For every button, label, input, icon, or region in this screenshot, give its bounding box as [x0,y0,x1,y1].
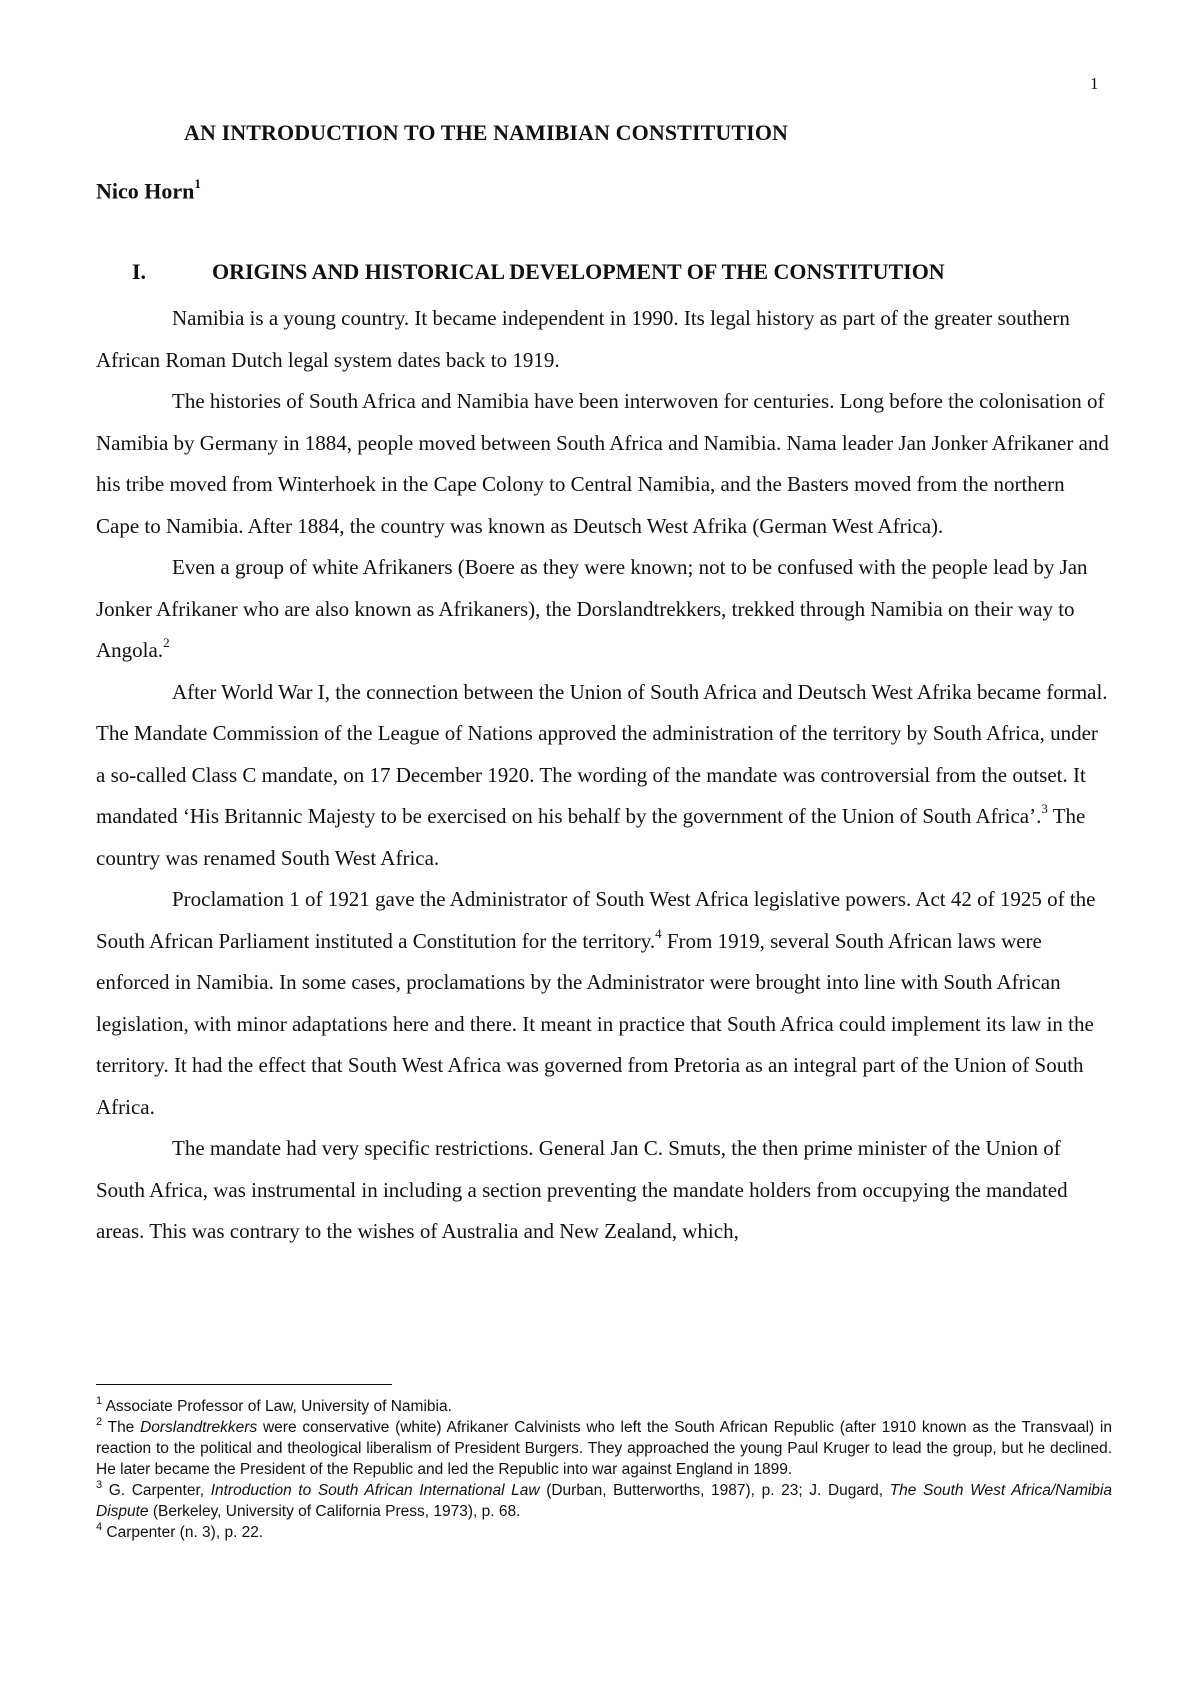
section-number: I. [132,259,147,284]
footnote-separator [96,1384,392,1385]
document-title: AN INTRODUCTION TO THE NAMIBIAN CONSTITUTION [184,120,789,145]
footnote-3-post: (Berkeley, University of California Press, 1973), p. 68. [148,1503,521,1520]
paragraph-2: The histories of South Africa and Namibia have been interwoven for centuries. Long before the colonisation of Namibia by Germany in 1884, people moved between South Africa and Namibia. Nama leader Jan Jonker Afrikaner and his tribe moved from Winterhoek in the Cape Colony to Central Namibia, and the Basters moved from the northern Cape to Namibia. After 1884, the country was known as Deutsch West Afrika (German West Africa). [96,389,1109,538]
paragraph-5-text-a: Proclamation 1 of 1921 gave the Administrator of South West Africa legislative powers. Act 42 of 1925 of the South African Parliament instituted a Constitution for the territory. [96,887,1096,953]
paragraph-1: Namibia is a young country. It became independent in 1990. Its legal history as part of the greater southern African Roman Dutch legal system dates back to 1919. [96,306,1070,372]
footnote-ref-4[interactable]: 4 [655,925,662,941]
footnote-ref-3[interactable]: 3 [1041,801,1048,816]
footnote-4-mark: 4 [96,1520,103,1533]
paragraph-3 [96,547,1112,672]
footnote-4-text: Carpenter (n. 3), p. 22. [102,1524,264,1541]
section-heading [132,259,945,285]
footnote-3-mid: (Durban, Butterworths, 1987), p. 23; J. Dugard, [539,1482,890,1499]
paragraph-5 [96,879,1112,1128]
footnote-3-italic-2: The South West Africa/Namibia Dispute [96,1482,1112,1520]
footnote-ref-2[interactable]: 2 [163,635,170,650]
footnote-2 [96,1417,1112,1480]
footnote-2-mark: 2 [96,1415,103,1428]
footnote-1-mark: 1 [96,1394,103,1407]
paragraph-5-text-b: From 1919, several South African laws were enforced in Namibia. In some cases, proclamations by the Administrator were brought into line with South African legislation, with minor adaptations here and there. It meant in practice that South Africa could implement its law in the territory. It had the effect that South West Africa was governed from Pretoria as an integral part of the Union of South Africa. [96,928,1094,1119]
footnote-3-italic-1: Introduction to South African International Law [210,1482,540,1499]
paragraph-3-text: Even a group of white Afrikaners (Boere as they were known; not to be confused with the people lead by Jan Jonker Afrikaner who are also known as Afrikaners), the Dorslandtrekkers, trekked through Namibia on their way to Angola. [96,555,1088,662]
footnote-4 [96,1522,1112,1543]
body-text [96,298,1112,1253]
paragraph-6: The mandate had very specific restrictions. General Jan C. Smuts, the then prime minister of the Union of South Africa, was instrumental in including a section preventing the mandate holders from occupying the mandated areas. This was contrary to the wishes of Australia and New Zealand, which, [96,1136,1068,1243]
footnote-ref-1[interactable]: 1 [194,176,201,191]
section-title: ORIGINS AND HISTORICAL DEVELOPMENT OF THE CONSTITUTION [212,259,945,284]
footnote-1 [96,1396,1112,1417]
footnote-1-text: Associate Professor of Law, University of Namibia. [102,1398,452,1415]
footnote-2-post: were conservative (white) Afrikaner Calvinists who left the South African Republic (after 1910 known as the Transvaal) in reaction to the political and theological liberalism of President Burgers. They approached the young Paul Kruger to lead the group, but he declined. He later became the President of the Republic and led the Republic into war against England in 1899. [96,1419,1112,1478]
page-number: 1 [1090,74,1099,93]
footnote-2-italic: Dorslandtrekkers [140,1419,258,1436]
paragraph-4-text-b: The country was renamed South West Africa. [96,804,1086,870]
footnote-3 [96,1480,1112,1522]
author-text: Nico Horn [96,178,195,204]
paragraph-4 [96,672,1112,880]
paragraph-4-text-a: After World War I, the connection between the Union of South Africa and Deutsch West Afrika became formal. The Mandate Commission of the League of Nations approved the administration of the territory by South Africa, under a so-called Class C mandate, on 17 December 1920. The wording of the mandate was controversial from the outset. It mandated ‘His Britannic Majesty to be exercised on his behalf by the government of the Union of South Africa’. [96,679,1108,828]
footnote-2-pre: The [102,1419,141,1436]
author-name [96,178,201,204]
footnote-3-mark: 3 [96,1478,103,1491]
footnote-3-pre: G. Carpenter, [102,1482,211,1499]
footnotes [96,1396,1112,1543]
